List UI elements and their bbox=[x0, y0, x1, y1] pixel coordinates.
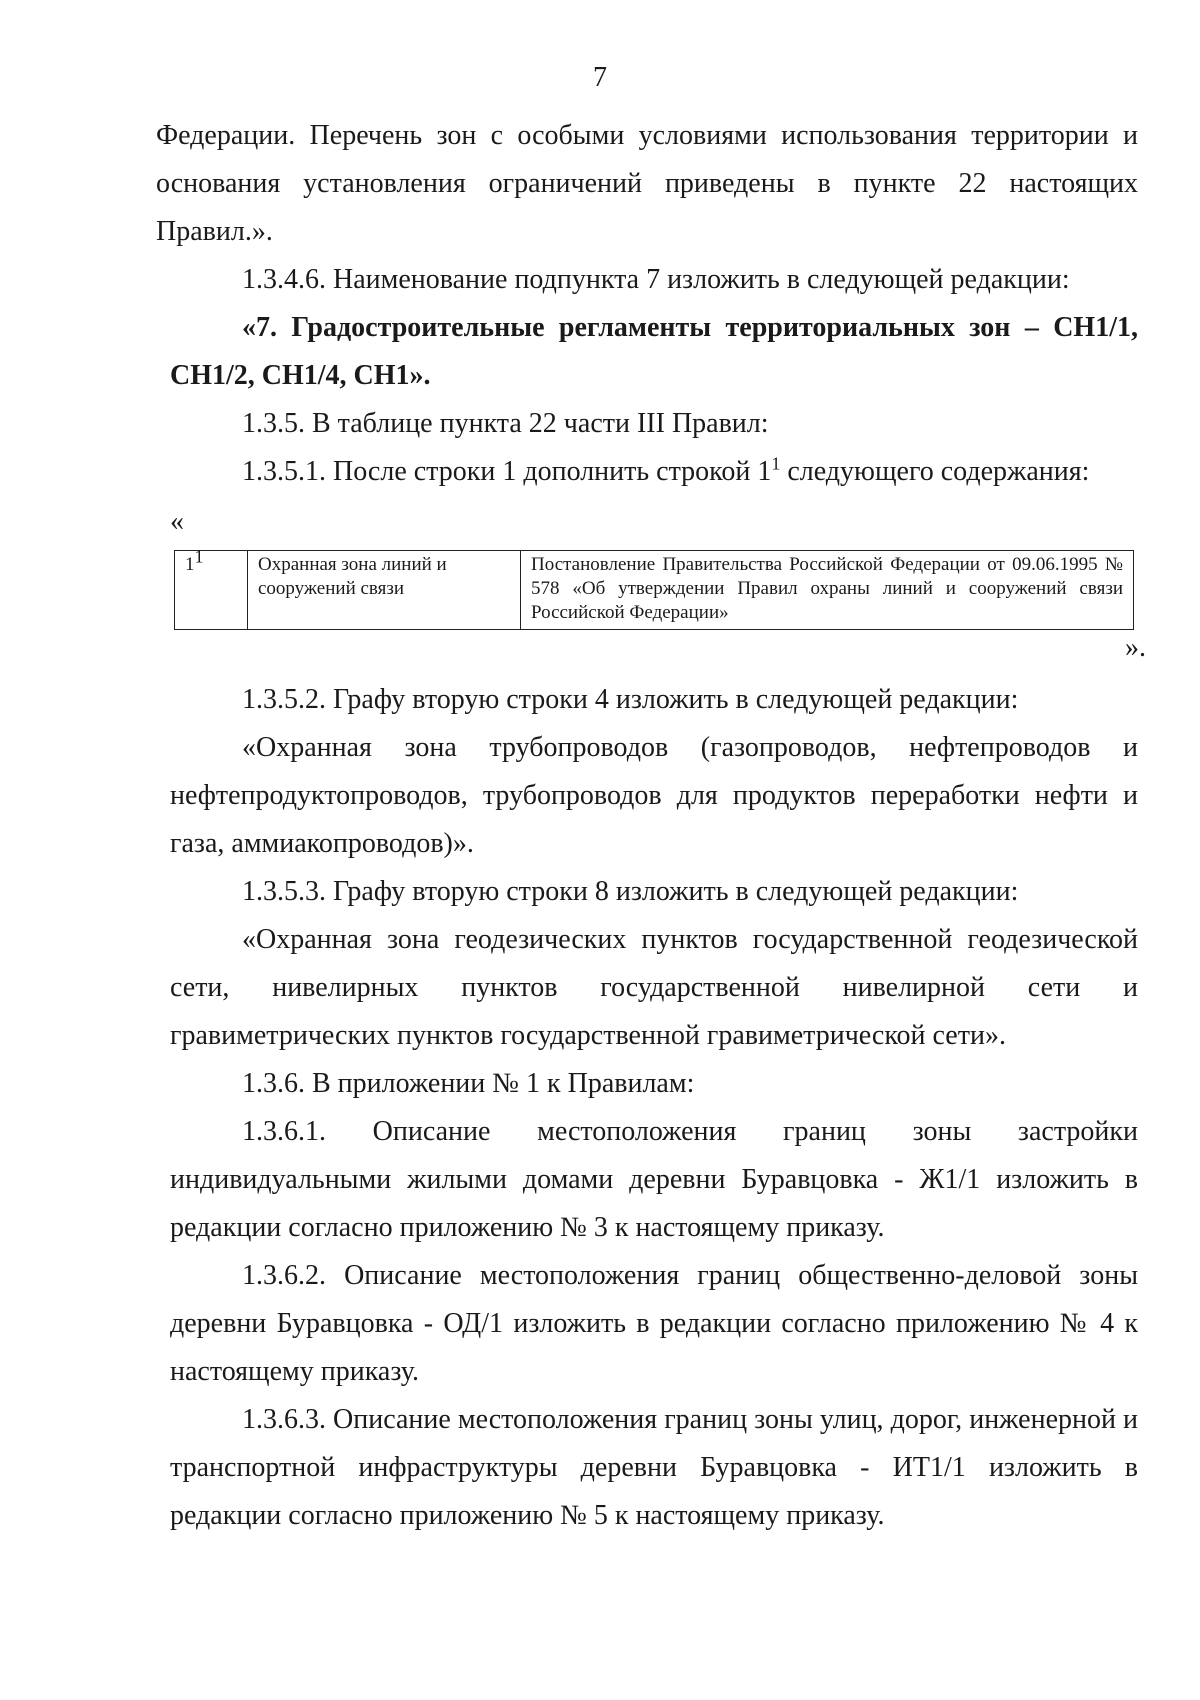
table-cell-zone: Охранная зона линий и сооружений связи bbox=[248, 551, 521, 630]
paragraph-1-3-4-6: 1.3.4.6. Наименование подпункта 7 изложить в следующей редакции: bbox=[242, 264, 1070, 295]
table-cell-basis: Постановление Правительства Российской Федерации от 09.06.1995 № 578 «Об утверждении Правил охраны линий и сооружений связи Российской Федерации» bbox=[521, 551, 1134, 630]
row-number: 1 bbox=[185, 554, 195, 575]
paragraph-geodesic-quote: «Охранная зона геодезических пунктов государственной геодезической сети, нивелирных пунктов государственной нивелирной сети и гравиметрических пунктов государственной гравиметрической сети». bbox=[170, 924, 1138, 1051]
paragraph-1-3-5-1-text-start: 1.3.5.1. После строки 1 дополнить строкой 1 bbox=[242, 456, 772, 487]
row-number-superscript: 1 bbox=[194, 546, 204, 567]
paragraph-1-3-5-3: 1.3.5.3. Графу вторую строки 8 изложить в следующей редакции: bbox=[242, 876, 1019, 907]
paragraph-1-3-5-1 bbox=[170, 448, 1138, 496]
inserted-table bbox=[174, 546, 1134, 630]
paragraph-continuation: Федерации. Перечень зон с особыми условиями использования территории и основания установления ограничений приведены в пункте 22 настоящих Правил.». bbox=[156, 120, 1138, 247]
table-cell-number bbox=[175, 546, 248, 630]
paragraph-1-3-6: 1.3.6. В приложении № 1 к Правилам: bbox=[242, 1068, 695, 1099]
document-body bbox=[156, 112, 1146, 1540]
paragraph-1-3-6-1: 1.3.6.1. Описание местоположения границ зоны застройки индивидуальными жилыми домами деревни Буравцовка - Ж1/1 изложить в редакции согласно приложению № 3 к настоящему приказу. bbox=[170, 1116, 1138, 1243]
paragraph-heading-quote: «7. Градостроительные регламенты территориальных зон – СН1/1, СН1/2, СН1/4, СН1». bbox=[170, 312, 1138, 391]
quote-open-mark: « bbox=[170, 506, 184, 537]
paragraph-1-3-5-2: 1.3.5.2. Графу вторую строки 4 изложить в следующей редакции: bbox=[242, 684, 1019, 715]
quote-close-mark: ». bbox=[1125, 632, 1146, 663]
paragraph-1-3-6-3: 1.3.6.3. Описание местоположения границ зоны улиц, дорог, инженерной и транспортной инфраструктуры деревни Буравцовка - ИТ1/1 изложить в редакции согласно приложению № 5 к настоящему приказу. bbox=[170, 1404, 1138, 1531]
page-number: 7 bbox=[593, 62, 607, 93]
paragraph-1-3-5-1-text-end: следующего содержания: bbox=[780, 456, 1090, 487]
paragraph-pipeline-quote: «Охранная зона трубопроводов (газопроводов, нефтепроводов и нефтепродуктопроводов, трубопроводов для продуктов переработки нефти и газа, аммиакопроводов)». bbox=[170, 732, 1138, 859]
paragraph-1-3-5: 1.3.5. В таблице пункта 22 части III Правил: bbox=[242, 408, 769, 439]
superscript-mark: 1 bbox=[771, 453, 781, 474]
table-row bbox=[175, 551, 1134, 630]
paragraph-1-3-6-2: 1.3.6.2. Описание местоположения границ общественно-деловой зоны деревни Буравцовка - ОД/1 изложить в редакции согласно приложению № 4 к настоящему приказу. bbox=[170, 1260, 1138, 1387]
